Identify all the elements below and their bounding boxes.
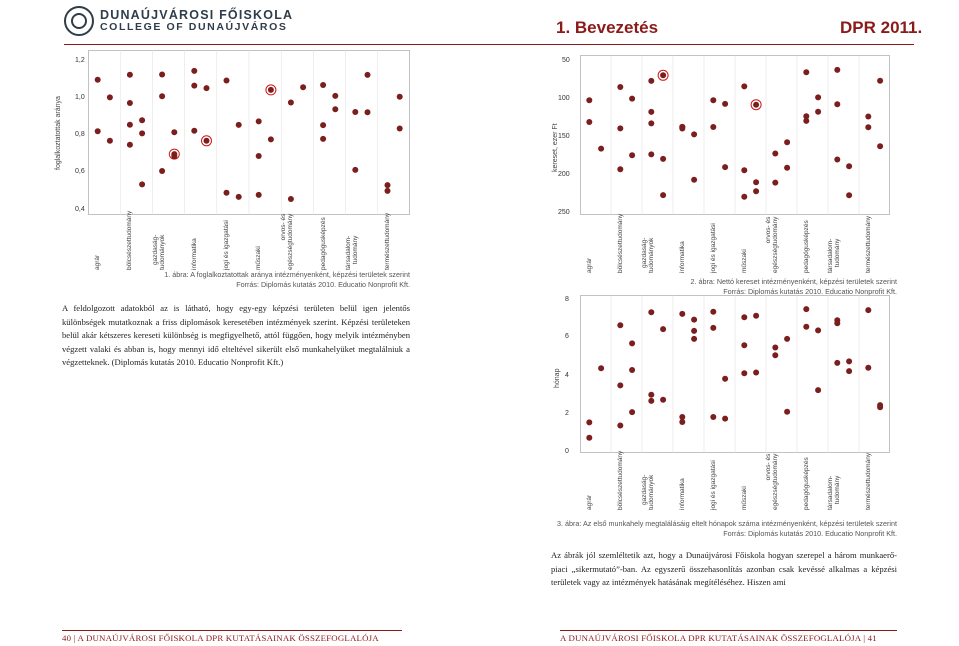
institution-dot xyxy=(127,72,133,78)
fig3-ylabel: hónap xyxy=(554,368,561,388)
institution-dot xyxy=(877,402,883,408)
category-label: gazdaság- tudományok xyxy=(640,474,655,510)
fig1-ytick: 0,6 xyxy=(75,168,85,175)
category-label: társadalom- tudomány xyxy=(344,235,359,270)
institution-dot xyxy=(784,139,790,145)
institution-dot xyxy=(586,419,592,425)
institution-dot xyxy=(332,93,338,99)
institution-dot xyxy=(256,153,262,159)
institution-dot xyxy=(660,156,666,162)
institution-dot xyxy=(753,313,759,319)
category-label: orvos- és egészségtudomány xyxy=(280,213,295,270)
institution-dot xyxy=(224,190,230,196)
institution-dot xyxy=(710,309,716,315)
institution-dot xyxy=(648,398,654,404)
institution-dot xyxy=(385,182,391,188)
institution-dot xyxy=(772,180,778,186)
institution-dot xyxy=(288,100,294,106)
institution-dot xyxy=(803,118,809,124)
category-label: gazdaság- tudományok xyxy=(151,234,166,270)
institution-dot xyxy=(865,365,871,371)
fig2-ytick: 150 xyxy=(558,133,570,140)
institution-dot xyxy=(753,370,759,376)
institution-dot xyxy=(691,317,697,323)
category-label: informatika xyxy=(678,241,686,273)
institution-dot xyxy=(191,68,197,74)
institution-dot xyxy=(586,119,592,125)
institution-dot xyxy=(660,397,666,403)
category-label: jogi és igazgatási xyxy=(222,220,230,270)
institution-dot xyxy=(660,72,666,78)
institution-dot xyxy=(784,165,790,171)
institution-dot xyxy=(617,382,623,388)
institution-dot xyxy=(846,358,852,364)
institution-dot xyxy=(191,128,197,134)
institution-dot xyxy=(127,142,133,148)
institution-dot xyxy=(722,376,728,382)
fig3-caption-source: Forrás: Diplomás kutatás 2010. Educatio Nonprofit Kft. xyxy=(723,529,897,538)
institution-dot xyxy=(834,67,840,73)
institution-dot xyxy=(159,168,165,174)
category-label: természettudomány xyxy=(864,215,872,273)
institution-dot xyxy=(722,416,728,422)
institution-dot xyxy=(691,177,697,183)
fig3-ytick: 0 xyxy=(565,448,569,455)
institution-dot xyxy=(629,409,635,415)
fig3-xlabels xyxy=(580,450,890,510)
institution-dot xyxy=(617,125,623,131)
institution-dot xyxy=(648,309,654,315)
institution-dot xyxy=(224,78,230,84)
institution-dot xyxy=(397,126,403,132)
institution-dot xyxy=(236,122,242,128)
footer-rule-left xyxy=(62,630,402,631)
fig1-ytick: 0,8 xyxy=(75,131,85,138)
institution-dot xyxy=(753,179,759,185)
header-rule xyxy=(64,44,914,45)
category-label: pedagógusképzés xyxy=(319,217,327,270)
category-label: természettudomány xyxy=(383,212,391,270)
category-label: agrár xyxy=(585,257,593,273)
category-label: társadalom- tudomány xyxy=(826,238,841,273)
institution-dot xyxy=(256,192,262,198)
institution-dot xyxy=(691,328,697,334)
institution-dot xyxy=(204,85,210,91)
category-label: műszaki xyxy=(740,249,748,273)
fig1-ytick: 1,0 xyxy=(75,94,85,101)
college-logo-icon xyxy=(64,6,94,36)
institution-dot xyxy=(95,77,101,83)
fig2-caption-title: 2. ábra: Nettó kereset intézményenként, képzési területek szerint xyxy=(690,277,897,286)
institution-dot xyxy=(648,392,654,398)
category-label: informatika xyxy=(190,238,198,270)
fig1-xlabels xyxy=(88,210,410,270)
institution-dot xyxy=(741,167,747,173)
institution-dot xyxy=(710,414,716,420)
institution-dot xyxy=(815,387,821,393)
body-paragraph-right: Az ábrák jól szemléltetik azt, hogy a Dunaújvárosi Főiskola hogyan szerepel a három munkaerő-piaci „sikermutató”-ban. Az egyszerű összehasonlítás azonban csak kevéssé alkalmas a képzési területek vagy az intézmények hatásának megítéléséhez. Hiszen ami xyxy=(551,550,897,587)
fig2-ylabel: kereset, ezer Ft xyxy=(552,123,559,172)
institution-dot xyxy=(191,83,197,89)
institution-dot xyxy=(834,320,840,326)
fig2-caption-source: Forrás: Diplomás kutatás 2010. Educatio Nonprofit Kft. xyxy=(723,287,897,296)
institution-dot xyxy=(332,106,338,112)
institution-dot xyxy=(865,124,871,130)
institution-dot xyxy=(629,152,635,158)
fig2-ytick: 250 xyxy=(558,209,570,216)
institution-dot xyxy=(159,93,165,99)
logo-name-hu: DUNAÚJVÁROSI FŐISKOLA xyxy=(100,8,294,22)
fig2-ytick: 200 xyxy=(558,171,570,178)
institution-dot xyxy=(648,109,654,115)
institution-dot xyxy=(710,124,716,130)
page-number-right: 41 xyxy=(867,633,877,643)
institution-dot xyxy=(772,151,778,157)
category-label: jogi és igazgatási xyxy=(709,460,717,510)
institution-dot xyxy=(741,370,747,376)
category-label: bölcsészettudomány xyxy=(126,210,134,270)
institution-dot xyxy=(648,78,654,84)
fig2-ytick: 100 xyxy=(558,95,570,102)
institution-dot xyxy=(617,423,623,429)
institution-dot xyxy=(660,192,666,198)
institution-dot xyxy=(679,414,685,420)
institution-dot xyxy=(617,322,623,328)
institution-dot xyxy=(691,131,697,137)
institution-dot xyxy=(648,120,654,126)
institution-dot xyxy=(171,153,177,159)
fig2-xlabels xyxy=(580,213,890,273)
institution-dot xyxy=(877,78,883,84)
category-label: műszaki xyxy=(255,246,263,270)
footer-right: A DUNAÚJVÁROSI FŐISKOLA DPR KUTATÁSAINAK ÖSSZEFOGLALÓJA | 41 xyxy=(560,633,877,643)
institution-dot xyxy=(629,367,635,373)
institution-dot xyxy=(846,192,852,198)
fig3-ytick: 4 xyxy=(565,372,569,379)
footer-title-right: A DUNAÚJVÁROSI FŐISKOLA DPR KUTATÁSAINAK ÖSSZEFOGLALÓJA xyxy=(560,633,861,643)
category-label: jogi és igazgatási xyxy=(709,223,717,273)
fig1-caption-source: Forrás: Diplomás kutatás 2010. Educatio Nonprofit Kft. xyxy=(236,280,410,289)
institution-dot xyxy=(586,97,592,103)
footer-rule-right xyxy=(560,630,897,631)
institution-dot xyxy=(629,96,635,102)
institution-dot xyxy=(679,311,685,317)
institution-dot xyxy=(397,94,403,100)
institution-dot xyxy=(617,84,623,90)
category-label: gazdaság- tudományok xyxy=(640,237,655,273)
fig3-ytick: 8 xyxy=(565,296,569,303)
institution-dot xyxy=(753,102,759,108)
report-label: DPR 2011. xyxy=(840,18,923,37)
footer-left: 40 | A DUNAÚJVÁROSI FŐISKOLA DPR KUTATÁSAINAK ÖSSZEFOGLALÓJA xyxy=(62,633,379,643)
institution-dot xyxy=(385,188,391,194)
institution-dot xyxy=(772,352,778,358)
footer-title-left: A DUNAÚJVÁROSI FŐISKOLA DPR KUTATÁSAINAK ÖSSZEFOGLALÓJA xyxy=(77,633,379,643)
fig1-ylabel: foglalkoztatottak aránya xyxy=(55,96,62,170)
institution-dot xyxy=(139,117,145,123)
institution-dot xyxy=(803,69,809,75)
chapter-title: 1. Bevezetés xyxy=(556,18,659,37)
institution-dot xyxy=(204,138,210,144)
fig1-ytick: 1,2 xyxy=(75,57,85,64)
institution-dot xyxy=(268,136,274,142)
category-label: természettudomány xyxy=(864,452,872,510)
category-label: agrár xyxy=(585,494,593,510)
category-label: pedagógusképzés xyxy=(802,220,810,273)
institution-dot xyxy=(320,82,326,88)
page-number-left: 40 xyxy=(62,633,72,643)
institution-dot xyxy=(171,129,177,135)
institution-dot xyxy=(365,109,371,115)
institution-dot xyxy=(598,365,604,371)
institution-dot xyxy=(236,194,242,200)
institution-dot xyxy=(877,143,883,149)
institution-dot xyxy=(256,118,262,124)
institution-dot xyxy=(660,326,666,332)
fig2-caption xyxy=(560,277,897,297)
institution-dot xyxy=(710,325,716,331)
institution-dot xyxy=(834,101,840,107)
institution-dot xyxy=(679,126,685,132)
category-label: pedagógusképzés xyxy=(802,457,810,510)
institution-dot xyxy=(139,130,145,136)
institution-dot xyxy=(722,164,728,170)
institution-dot xyxy=(288,196,294,202)
institution-dot xyxy=(846,163,852,169)
fig3-caption xyxy=(540,519,897,539)
fig2-plot xyxy=(580,55,890,215)
category-label: orvos- és egészségtudomány xyxy=(764,216,779,273)
institution-dot xyxy=(648,151,654,157)
institution-dot xyxy=(846,368,852,374)
institution-dot xyxy=(834,360,840,366)
fig3-ytick: 6 xyxy=(565,333,569,340)
institution-dot xyxy=(815,94,821,100)
institution-dot xyxy=(741,314,747,320)
logo-name-en: COLLEGE OF DUNAÚJVÁROS xyxy=(100,21,288,33)
category-label: orvos- és egészségtudomány xyxy=(764,453,779,510)
category-label: műszaki xyxy=(740,486,748,510)
institution-dot xyxy=(691,336,697,342)
institution-dot xyxy=(815,109,821,115)
institution-dot xyxy=(127,122,133,128)
category-label: társadalom- tudomány xyxy=(826,475,841,510)
institution-dot xyxy=(803,306,809,312)
institution-dot xyxy=(629,340,635,346)
institution-dot xyxy=(95,128,101,134)
fig2-ytick: 50 xyxy=(562,57,570,64)
institution-dot xyxy=(107,94,113,100)
institution-dot xyxy=(722,101,728,107)
fig1-plot xyxy=(88,50,410,215)
institution-dot xyxy=(320,136,326,142)
institution-dot xyxy=(107,138,113,144)
institution-dot xyxy=(139,181,145,187)
institution-dot xyxy=(741,342,747,348)
body-paragraph-left: A feldolgozott adatokból az is látható, hogy egy-egy képzési területen belül igen jelentős különbségek mutatkoznak a friss diplomások keresetében intézmények szerint. Képzési területeken belül akár kétszeres kereseti különbség is megfigyelhető, attól függően, hogy melyik intézményben végzett valaki és abban is, hogy mennyi idő elteltével sikerült első munkahelyüket megtalálniuk a végzetteknek. (Diplomás kutatás 2010. Educatio Nonprofit Kft.) xyxy=(62,303,410,367)
institution-dot xyxy=(784,409,790,415)
institution-dot xyxy=(741,83,747,89)
institution-dot xyxy=(598,146,604,152)
category-label: agrár xyxy=(94,254,102,270)
institution-dot xyxy=(834,157,840,163)
fig1-caption xyxy=(60,270,410,290)
institution-dot xyxy=(586,435,592,441)
institution-dot xyxy=(815,327,821,333)
institution-dot xyxy=(617,166,623,172)
institution-dot xyxy=(865,307,871,313)
institution-dot xyxy=(159,72,165,78)
institution-dot xyxy=(300,84,306,90)
fig3-ytick: 2 xyxy=(565,410,569,417)
institution-dot xyxy=(365,72,371,78)
institution-dot xyxy=(741,194,747,200)
fig3-caption-title: 3. ábra: Az első munkahely megtalálásáig eltelt hónapok száma intézményenként, képzési területek szerint xyxy=(557,519,897,528)
institution-dot xyxy=(772,345,778,351)
category-label: informatika xyxy=(678,478,686,510)
institution-dot xyxy=(865,114,871,120)
institution-dot xyxy=(352,109,358,115)
institution-dot xyxy=(268,87,274,93)
fig1-caption-title: 1. ábra: A foglalkoztatottak aránya intézményenként, képzési területek szerint xyxy=(164,270,410,279)
institution-dot xyxy=(753,188,759,194)
category-label: bölcsészettudomány xyxy=(616,213,624,273)
institution-dot xyxy=(710,97,716,103)
institution-dot xyxy=(784,336,790,342)
category-label: bölcsészettudomány xyxy=(616,450,624,510)
fig1-ytick: 0,4 xyxy=(75,206,85,213)
fig3-plot xyxy=(580,295,890,453)
institution-dot xyxy=(803,324,809,330)
institution-dot xyxy=(127,100,133,106)
institution-dot xyxy=(352,167,358,173)
institution-dot xyxy=(320,122,326,128)
